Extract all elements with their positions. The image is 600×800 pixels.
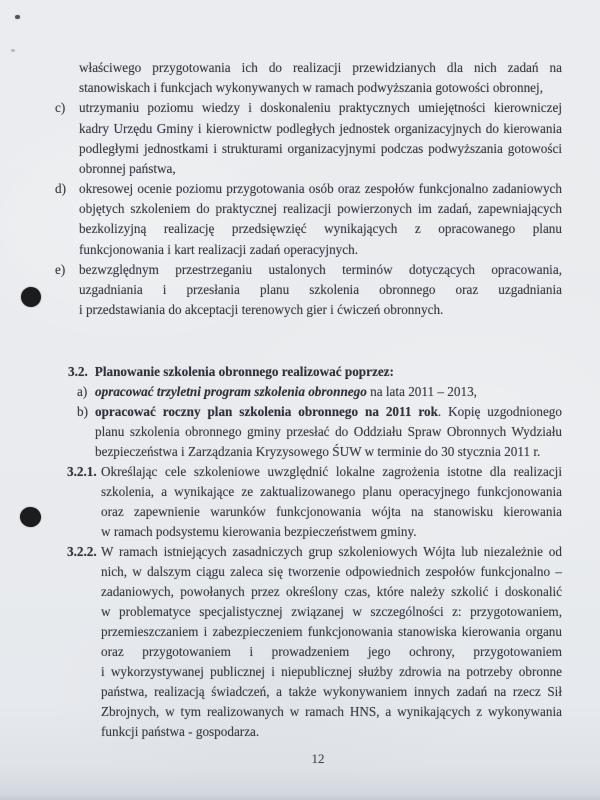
scan-speck <box>15 15 20 19</box>
item-b-text: . Kopię uzgodnionego <box>437 404 562 419</box>
text-line: utrzymaniu poziomu wiedzy i doskonaleniu praktycznych umiejętności kierowniczej <box>79 100 562 116</box>
list-item-d-line <box>55 179 562 199</box>
text-line: planu szkolenia obronnego gminy przesłać do Oddziału Spraw Obronnych Wydziału <box>95 424 562 439</box>
text-line: W ramach istniejących zasadniczych grup szkoleniowych Wójta lub niezależnie od <box>101 544 562 559</box>
section-3-2-heading <box>68 362 600 382</box>
list-marker-e: e) <box>55 261 66 277</box>
list-item-c-line <box>55 98 562 118</box>
text-line: w ramach podsystemu kierowania bezpieczeństwem gminy. <box>101 524 417 539</box>
text-line: zadaniowych, powołanych przez określony czas, które należy szkolić i doskonalić <box>101 584 562 599</box>
list-marker-a: a) <box>77 384 88 399</box>
item-a-text: na lata 2011 – 2013, <box>366 384 477 399</box>
text-line: i przedstawiania do akceptacji terenowych gier i ćwiczeń obronnych. <box>79 302 444 318</box>
text-line: oraz zapewnienie warunków funkcjonowania wójta na stanowisku kierowania <box>101 504 562 519</box>
list-marker-d: d) <box>55 181 66 197</box>
upper-text-block <box>55 58 562 320</box>
text-line: stanowiskach i funkcjach wykonywanych w ramach podwyższania gotowości obronnej, <box>79 80 543 96</box>
text-line: obronnej państwa, <box>79 160 176 176</box>
text-line: kadry Urzędu Gminy i kierownictw podległych jednostek organizacyjnych do kierowania <box>79 120 562 136</box>
text-line: Określając cele szkoleniowe uwzględnić lokalne zagrożenia istotne dla realizacji <box>101 464 562 479</box>
text-line: podległymi jednostkami i strukturami organizacyjnymi podczas podwyższania gotowości <box>79 140 562 156</box>
page-number: 12 <box>311 751 325 766</box>
item-a-emphasis: opracować trzyletni program szkolenia obronnego <box>95 384 367 399</box>
text-line: funkcji państwa - gospodarza. <box>101 724 260 739</box>
item-a-line <box>77 382 562 402</box>
text-line: bezpieczeństwa i Zarządzania Kryzysowego ŚUW w terminie do 30 stycznia 2011 r. <box>95 444 541 459</box>
text-line: w problematyce specjalistycznej związanej w szczególności z: przygotowaniem, <box>101 604 562 619</box>
section-title: Planowanie szkolenia obronnego realizować poprzez: <box>94 364 394 379</box>
subsection-3-2-1-line <box>67 462 562 482</box>
text-line: państwa, realizacją świadczeń, a także wykonywaniem innych zadań na rzecz Sił <box>101 684 562 699</box>
list-item-e-line <box>55 260 562 280</box>
text-line: objętych szkoleniem do praktycznej realizacji powierzonych im zadań, zapewniających <box>79 201 562 217</box>
subsection-3-2-2-line <box>67 542 562 562</box>
scan-speck <box>11 49 15 52</box>
text-line: nich, w dalszym ciągu zaleca się tworzenie odpowiednich zespołów funkcjonalno – <box>101 564 562 579</box>
text-line: właściwego przygotowania ich do realizacji przewidzianych dla nich zadań na <box>79 60 562 75</box>
section-3-2-block <box>0 362 600 742</box>
text-line: przemieszczaniem i zabezpieczeniem funkcjonowania stanowiska kierowania organu <box>101 624 562 639</box>
text-line: oraz przygotowaniem i prowadzeniem jego ochrony, przygotowaniem <box>101 644 562 659</box>
text-line: funkcjonowania i kart realizacji zadań operacyjnych. <box>79 241 358 257</box>
text-line: Zbrojnych, w tym realizowanych w ramach HNS, a wynikających z wykonywania <box>101 704 562 719</box>
text-line: okresowej ocenie poziomu przygotowania osób oraz zespołów funkcjonalno zadaniowych <box>79 181 562 197</box>
text-line: i wykorzystywanej publicznej i niepublicznej służby zdrowia na potrzeby obronne <box>101 664 562 679</box>
section-number: 3.2. <box>68 364 88 379</box>
hole-punch-dot <box>19 285 42 308</box>
item-b-line <box>77 402 562 422</box>
text-line: szkolenia, a wynikające ze zaktualizowanego planu operacyjnego funkcjonowania <box>101 484 562 499</box>
list-marker-b: b) <box>77 404 88 419</box>
text-line: bezwzględnym przestrzeganiu ustalonych terminów dotyczących opracowania, <box>79 261 562 277</box>
list-marker-c: c) <box>55 100 66 116</box>
text-line: bezkolizyjną realizację przedsięwzięć wynikających z opracowanego planu <box>79 221 562 237</box>
subsection-number: 3.2.1. <box>67 464 97 479</box>
subsection-number: 3.2.2. <box>67 544 97 559</box>
item-b-bold: opracować roczny plan szkolenia obronnego na 2011 rok <box>95 404 438 419</box>
text-line: uzgadniania i przesłania planu szkolenia obronnego oraz uzgadniania <box>79 281 562 297</box>
